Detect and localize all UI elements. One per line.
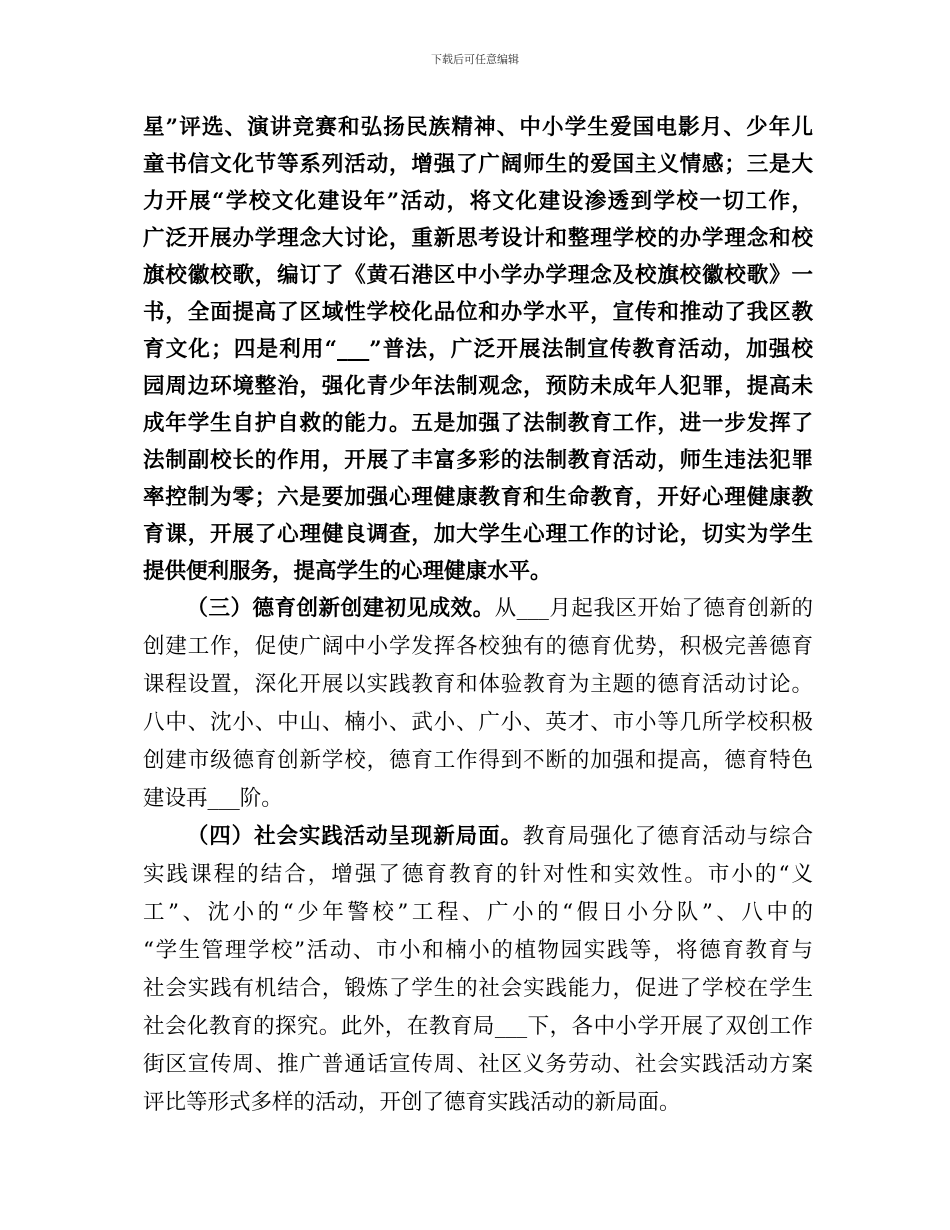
section-4-first-line [143,819,813,855]
paragraph-line: 童书信文化节等系列活动，增强了广阔师生的爱国主义情感；三是大 [143,152,813,177]
paragraph-line: 园周边环境整治，强化青少年法制观念，预防未成年人犯罪，提高未 [143,374,813,399]
page-header: 下载后可任意编辑 [431,53,519,66]
paragraph-line: 提供便利服务，提高学生的心理健康水平。 [143,559,552,584]
paragraph-line: 评比等形式多样的活动，开创了德育实践活动的新局面。 [143,1090,681,1115]
section-3-first-line [143,591,813,627]
paragraph-line: 八中、沈小、中山、楠小、武小、广小、英才、市小等几所学校积极 [143,710,813,735]
paragraph-line: 力开展“学校文化建设年”活动，将文化建设渗透到学校一切工作， [143,189,813,214]
paragraph-line: “学生管理学校”活动、市小和楠小的植物园实践等，将德育教育与 [143,938,813,963]
paragraph-line: 建设再___阶。 [143,786,283,811]
paragraph-line: 社会化教育的探究。此外，在教育局___下，各中小学开展了双创工作 [143,1014,813,1039]
paragraph-line: 工”、沈小的“少年警校”工程、广小的“假日小分队”、八中的 [143,900,813,925]
paragraph-line: 书，全面提高了区域性学校化品位和办学水平，宣传和推动了我区教 [143,300,813,325]
section-4-heading: （四）社会实践活动呈现新局面。 [186,824,523,849]
paragraph-line: 社会实践有机结合，锻炼了学生的社会实践能力，促进了学校在学生 [143,976,813,1001]
paragraph-line: 创建市级德育创新学校，德育工作得到不断的加强和提高，德育特色 [143,748,813,773]
section-4-text: 教育局强化了德育活动与综合 [522,824,813,849]
paragraph-line: 广泛开展办学理念大讨论，重新思考设计和整理学校的办学理念和校 [143,226,813,251]
section-3-heading: （三）德育创新创建初见成效。 [186,596,495,621]
paragraph-line: 创建工作，促使广阔中小学发挥各校独有的德育优势，积极完善德育 [143,634,813,659]
paragraph-line: 育文化；四是利用“___”普法，广泛开展法制宣传教育活动，加强校 [143,337,813,362]
paragraph-line: 率控制为零；六是要加强心理健康教育和生命教育，开好心理健康教 [143,485,813,510]
paragraph-line: 旗校徽校歌，编订了《黄石港区中小学办学理念及校旗校徽校歌》一 [143,263,813,288]
paragraph-line: 育课，开展了心理健良调查，加大学生心理工作的讨论，切实为学生 [143,522,813,547]
paragraph-line: 星”评选、演讲竞赛和弘扬民族精神、中小学生爱国电影月、少年儿 [143,115,813,140]
paragraph-line: 街区宣传周、推广普通话宣传周、社区义务劳动、社会实践活动方案 [143,1052,813,1077]
section-3-text: 从___月起我区开始了德育创新的 [494,596,813,621]
paragraph-line: 法制副校长的作用，开展了丰富多彩的法制教育活动，师生违法犯罪 [143,448,813,473]
paragraph-line: 课程设置，深化开展以实践教育和体验教育为主题的德育活动讨论。 [143,672,813,697]
paragraph-line: 实践课程的结合，增强了德育教育的针对性和实效性。市小的“义 [143,862,813,887]
paragraph-line: 成年学生自护自救的能力。五是加强了法制教育工作，进一步发挥了 [143,411,813,436]
